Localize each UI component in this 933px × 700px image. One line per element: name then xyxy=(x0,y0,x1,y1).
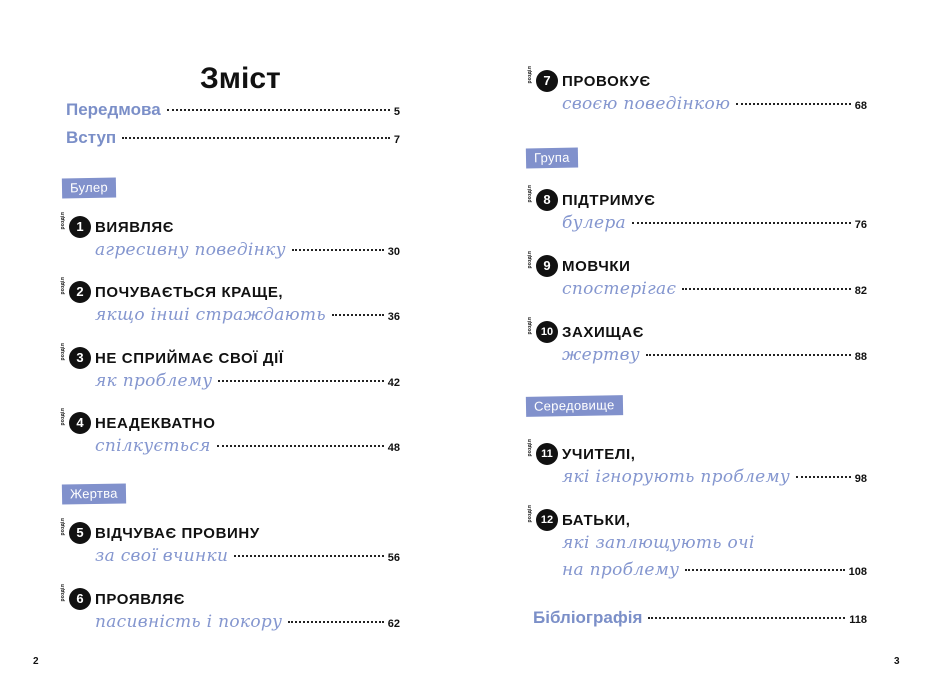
chapter-subtitle: спостерігає xyxy=(562,279,677,299)
entry-page: 118 xyxy=(849,614,867,626)
chapter-tag: розділ xyxy=(527,439,533,457)
chapter-number-badge: 2 xyxy=(69,281,91,303)
chapter-heading: ЗАХИЩАЄ xyxy=(562,324,645,341)
dot-leader xyxy=(217,445,384,447)
toc-entry-bibliography[interactable] xyxy=(533,608,867,628)
chapter-subtitle: які заплющують очі xyxy=(562,533,755,553)
toc-entry-foreword[interactable] xyxy=(66,100,400,120)
chapter-number-badge: 1 xyxy=(69,216,91,238)
page-title: Зміст xyxy=(200,62,281,95)
chapter-subtitle: булера xyxy=(562,213,626,233)
chapter-number-badge: 5 xyxy=(69,522,91,544)
chapter-heading: ПРОЯВЛЯЄ xyxy=(95,591,186,608)
toc-entry-intro[interactable] xyxy=(66,128,400,148)
entry-page: 7 xyxy=(393,134,400,146)
chapter-heading: УЧИТЕЛІ, xyxy=(562,446,636,463)
chapter-subtitle: своєю поведінкою xyxy=(562,94,731,114)
dot-leader xyxy=(332,314,384,316)
chapter-tag: розділ xyxy=(527,251,533,269)
page-number-right: 3 xyxy=(894,656,900,667)
chapter-page: 42 xyxy=(387,377,400,389)
chapter-tag: розділ xyxy=(60,408,66,426)
dot-leader xyxy=(167,109,390,111)
section-label-victim: Жертва xyxy=(62,483,126,504)
chapter-tag: розділ xyxy=(60,584,66,602)
chapter-heading: МОВЧКИ xyxy=(562,258,631,275)
entry-label: Вступ xyxy=(66,128,117,147)
dot-leader xyxy=(682,288,850,290)
chapter-tag: розділ xyxy=(60,212,66,230)
dot-leader xyxy=(292,249,384,251)
chapter-page: 98 xyxy=(854,473,867,485)
chapter-number-badge: 3 xyxy=(69,347,91,369)
chapter-tag: розділ xyxy=(60,343,66,361)
chapter-page: 76 xyxy=(854,219,867,231)
chapter-subtitle: агресивну поведінку xyxy=(95,240,286,260)
section-label-bully: Булер xyxy=(62,178,116,199)
chapter-tag: розділ xyxy=(527,66,533,84)
chapter-subtitle: пасивність і покору xyxy=(95,612,283,632)
chapter-subtitle: якщо інші страждають xyxy=(95,305,326,325)
chapter-subtitle: як проблему xyxy=(95,371,213,391)
dot-leader xyxy=(646,354,851,356)
chapter-number-badge: 9 xyxy=(536,255,558,277)
dot-leader xyxy=(632,222,851,224)
chapter-page: 88 xyxy=(854,351,867,363)
chapter-subtitle: за свої вчинки xyxy=(95,546,229,566)
dot-leader xyxy=(648,617,845,619)
chapter-subtitle: жертву xyxy=(562,345,640,365)
chapter-page: 82 xyxy=(854,285,867,297)
entry-label: Передмова xyxy=(66,100,161,119)
chapter-page: 56 xyxy=(387,552,400,564)
page-number-left: 2 xyxy=(33,656,39,667)
chapter-page: 62 xyxy=(387,618,400,630)
entry-label: Бібліографія xyxy=(533,608,643,627)
chapter-tag: розділ xyxy=(527,185,533,203)
chapter-number-badge: 12 xyxy=(536,509,558,531)
chapter-subtitle-line-2: на проблему xyxy=(562,560,680,580)
dot-leader xyxy=(288,621,384,623)
chapter-page: 48 xyxy=(387,442,400,454)
chapter-number-badge: 11 xyxy=(536,443,558,465)
chapter-tag: розділ xyxy=(527,505,533,523)
chapter-number-badge: 8 xyxy=(536,189,558,211)
chapter-number-badge: 6 xyxy=(69,588,91,610)
dot-leader xyxy=(218,380,383,382)
dot-leader xyxy=(796,476,851,478)
chapter-subtitle: спілкується xyxy=(95,436,211,456)
chapter-heading: ВИЯВЛЯЄ xyxy=(95,219,175,236)
dot-leader xyxy=(122,137,390,139)
chapter-heading: НЕ СПРИЙМАЄ СВОЇ ДІЇ xyxy=(95,350,284,367)
chapter-heading: БАТЬКИ, xyxy=(562,512,631,529)
section-label-environment: Середовище xyxy=(526,395,623,417)
chapter-heading: ПІДТРИМУЄ xyxy=(562,192,656,209)
chapter-number-badge: 10 xyxy=(536,321,558,343)
chapter-heading: ВІДЧУВАЄ ПРОВИНУ xyxy=(95,525,260,542)
chapter-tag: розділ xyxy=(527,317,533,335)
chapter-page: 36 xyxy=(387,311,400,323)
entry-page: 5 xyxy=(393,106,400,118)
dot-leader xyxy=(685,569,844,571)
chapter-number-badge: 4 xyxy=(69,412,91,434)
dot-leader xyxy=(234,555,384,557)
section-label-group: Група xyxy=(526,148,578,169)
chapter-heading: ПРОВОКУЄ xyxy=(562,73,651,90)
chapter-heading: ПОЧУВАЄТЬСЯ КРАЩЕ, xyxy=(95,284,284,301)
dot-leader xyxy=(736,103,851,105)
chapter-number-badge: 7 xyxy=(536,70,558,92)
chapter-heading: НЕАДЕКВАТНО xyxy=(95,415,216,432)
chapter-page: 30 xyxy=(387,246,400,258)
chapter-page: 68 xyxy=(854,100,867,112)
chapter-page: 108 xyxy=(848,566,867,578)
chapter-tag: розділ xyxy=(60,518,66,536)
chapter-subtitle: які ігнорують проблему xyxy=(562,467,791,487)
chapter-tag: розділ xyxy=(60,277,66,295)
